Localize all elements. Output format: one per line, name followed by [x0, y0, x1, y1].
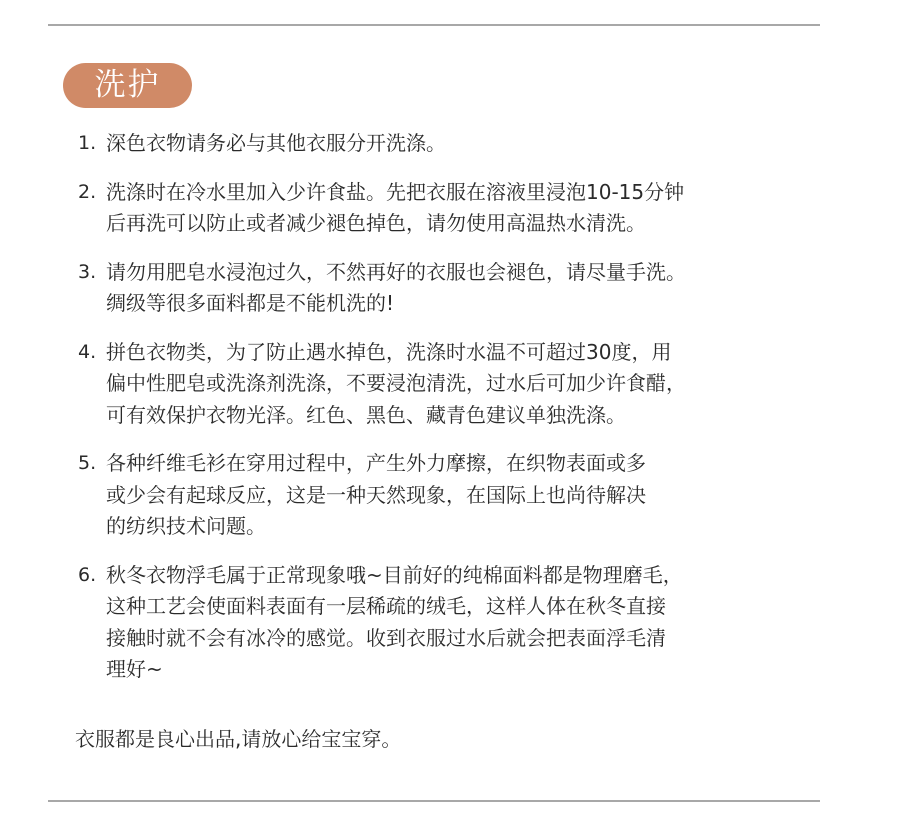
instruction-text-line: 请勿用肥皂水浸泡过久，不然再好的衣服也会褪色，请尽量手洗。	[106, 259, 686, 284]
instruction-text-line: 理好~	[106, 657, 163, 681]
instruction-text-line: 这种工艺会使面料表面有一层稀疏的绒毛，这样人体在秋冬直接	[106, 594, 666, 618]
instruction-number: 4.	[78, 340, 97, 363]
instruction-number: 5.	[78, 452, 97, 474]
care-instructions-list	[78, 128, 868, 703]
instruction-number: 1.	[78, 132, 97, 154]
instruction-text-line: 拼色衣物类，为了防止遇水掉色，洗涤时水温不可超过30度，用	[106, 339, 672, 364]
top-divider	[48, 24, 820, 26]
bottom-divider	[48, 800, 820, 802]
instruction-text-line: 深色衣物请务必与其他衣服分开洗涤。	[106, 131, 446, 155]
care-instruction-3	[78, 257, 868, 320]
instruction-number: 2.	[78, 180, 97, 203]
care-title-badge: 洗护	[63, 63, 192, 108]
instruction-text-line: 可有效保护衣物光泽。红色、黑色、藏青色建议单独洗涤。	[106, 402, 626, 427]
instruction-text-line: 各种纤维毛衫在穿用过程中，产生外力摩擦，在织物表面或多	[106, 451, 646, 475]
instruction-text-line: 秋冬衣物浮毛属于正常现象哦~目前好的纯棉面料都是物理磨毛，	[106, 562, 683, 587]
instruction-text-line: 的纺织技术问题。	[106, 514, 266, 538]
instruction-text-line: 接触时就不会有冰冷的感觉。收到衣服过水后就会把表面浮毛清	[106, 625, 666, 650]
instruction-text-line: 或少会有起球反应，这是一种天然现象，在国际上也尚待解决	[106, 482, 646, 507]
instruction-text-line: 绸级等很多面料都是不能机洗的!	[106, 291, 395, 315]
instruction-text-line: 洗涤时在冷水里加入少许食盐。先把衣服在溶液里浸泡10-15分钟	[106, 179, 685, 204]
care-instruction-4	[78, 337, 868, 432]
instruction-text-line: 后再洗可以防止或者减少褪色掉色，请勿使用高温热水清洗。	[106, 211, 646, 235]
care-instruction-6	[78, 560, 868, 686]
instruction-number: 3.	[78, 260, 97, 283]
closing-note: 衣服都是良心出品,请放心给宝宝穿。	[75, 727, 402, 751]
care-instruction-2	[78, 177, 868, 240]
care-instruction-5	[78, 448, 868, 543]
instruction-number: 6.	[78, 563, 97, 586]
care-instruction-1	[78, 128, 868, 160]
instruction-text-line: 偏中性肥皂或洗涤剂洗涤，不要浸泡清洗，过水后可加少许食醋，	[106, 371, 686, 395]
